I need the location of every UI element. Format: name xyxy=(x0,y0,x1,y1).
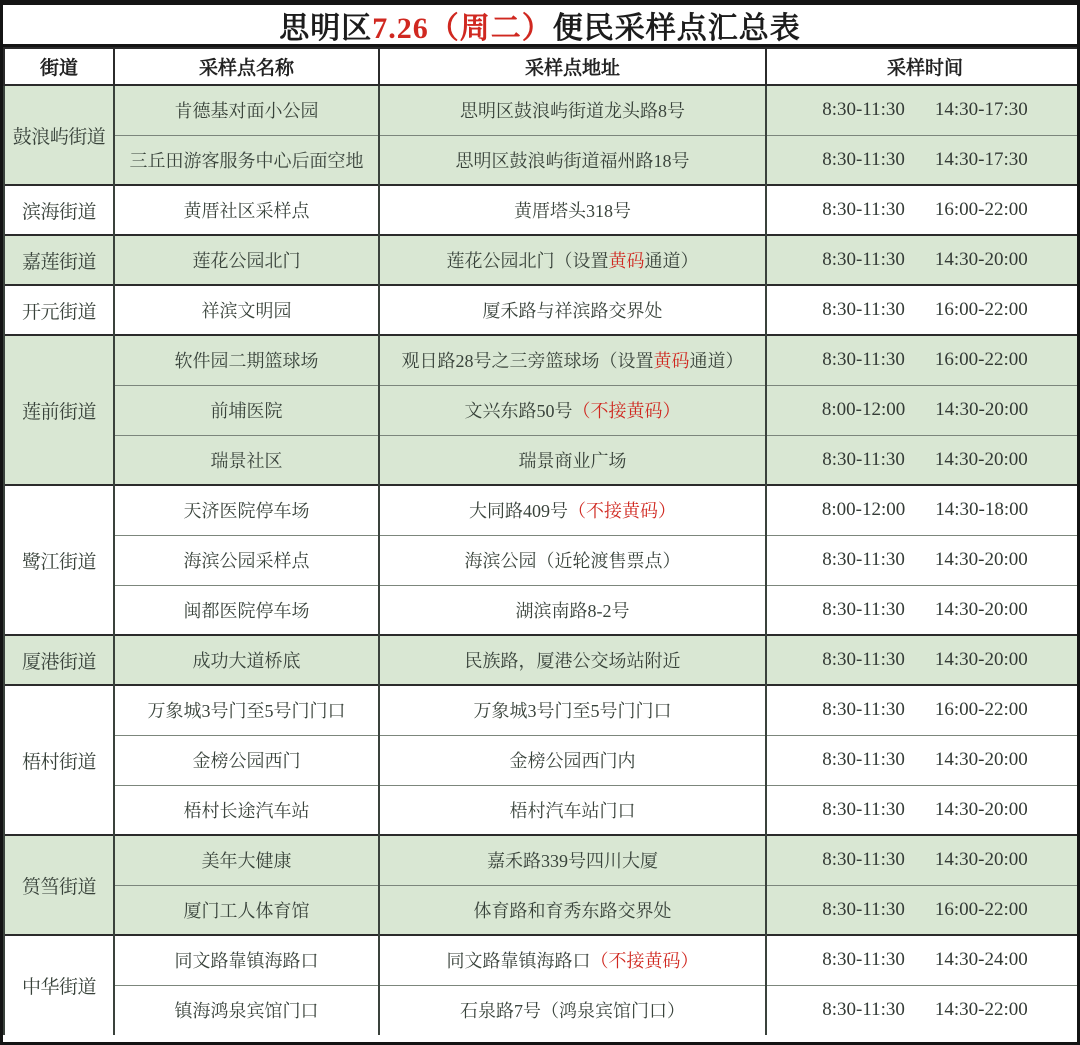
site-name-cell: 同文路靠镇海路口 xyxy=(114,935,379,985)
time-morning: 8:30-11:30 xyxy=(822,849,905,871)
time-morning: 8:30-11:30 xyxy=(822,598,905,620)
time-morning: 8:30-11:30 xyxy=(822,199,905,220)
page-title xyxy=(3,5,1077,47)
time-morning: 8:30-11:30 xyxy=(822,299,905,320)
time-afternoon: 16:00-22:00 xyxy=(934,299,1028,320)
table-row xyxy=(4,635,1080,685)
time-cell xyxy=(766,485,1080,535)
time-afternoon: 14:30-20:00 xyxy=(934,649,1028,670)
time-morning: 8:30-11:30 xyxy=(822,448,905,470)
street-cell: 滨海街道 xyxy=(4,185,114,235)
address-cell xyxy=(379,335,766,385)
table-row xyxy=(4,985,1080,1035)
address-text: 万象城3号门至5号门门口 xyxy=(473,701,672,722)
address-text: 金榜公园西门内 xyxy=(509,751,636,771)
table-row xyxy=(4,885,1080,935)
time-cell xyxy=(766,235,1080,285)
street-cell: 厦港街道 xyxy=(4,635,114,685)
site-name-cell: 三丘田游客服务中心后面空地 xyxy=(114,135,379,185)
address-cell xyxy=(379,185,766,235)
time-afternoon: 14:30-20:00 xyxy=(934,598,1028,620)
time-cell xyxy=(766,185,1080,235)
title-date: 7.26（周二） xyxy=(372,11,553,45)
street-cell: 鼓浪屿街道 xyxy=(4,85,114,185)
address-cell xyxy=(379,885,766,935)
time-morning: 8:30-11:30 xyxy=(822,148,905,170)
time-afternoon: 14:30-17:30 xyxy=(934,99,1028,121)
address-cell xyxy=(379,485,766,535)
address-text: 通道） xyxy=(689,351,744,372)
time-morning: 8:30-11:30 xyxy=(822,649,905,670)
street-cell: 梧村街道 xyxy=(4,685,114,835)
time-morning: 8:30-11:30 xyxy=(822,749,905,770)
time-morning: 8:30-11:30 xyxy=(822,798,905,820)
address-text: 黄厝塔头318号 xyxy=(514,201,631,221)
address-text: 思明区鼓浪屿街道龙头路8号 xyxy=(460,101,685,122)
time-afternoon: 14:30-20:00 xyxy=(934,849,1028,871)
time-cell xyxy=(766,85,1080,135)
header-row xyxy=(4,48,1080,85)
address-text: 嘉禾路339号四川大厦 xyxy=(487,851,658,872)
address-highlight: 黄码 xyxy=(608,251,645,271)
site-name-cell: 前埔医院 xyxy=(114,385,379,435)
header-cell-address: 采样点地址 xyxy=(379,48,766,85)
address-cell xyxy=(379,585,766,635)
time-morning: 8:30-11:30 xyxy=(822,949,905,971)
table-row xyxy=(4,835,1080,885)
table-row xyxy=(4,535,1080,585)
site-name-cell: 海滨公园采样点 xyxy=(114,535,379,585)
address-text: 大同路409号 xyxy=(469,501,568,522)
address-cell xyxy=(379,235,766,285)
header-cell-time: 采样时间 xyxy=(766,48,1080,85)
time-cell xyxy=(766,285,1080,335)
time-afternoon: 14:30-20:00 xyxy=(934,448,1028,470)
time-afternoon: 14:30-18:00 xyxy=(935,499,1029,521)
sampling-points-table xyxy=(3,47,1080,1035)
site-name-cell: 万象城3号门至5号门门口 xyxy=(114,685,379,735)
time-morning: 8:30-11:30 xyxy=(822,999,905,1021)
time-cell xyxy=(766,685,1080,735)
table-row xyxy=(4,285,1080,335)
site-name-cell: 天济医院停车场 xyxy=(114,485,379,535)
table-row xyxy=(4,685,1080,735)
street-cell: 筼筜街道 xyxy=(4,835,114,935)
title-suffix: 便民采样点汇总表 xyxy=(552,11,801,45)
street-cell: 中华街道 xyxy=(4,935,114,1035)
address-text: 海滨公园（近轮渡售票点） xyxy=(464,551,681,571)
address-cell xyxy=(379,735,766,785)
site-name-cell: 肯德基对面小公园 xyxy=(114,85,379,135)
title-prefix: 思明区 xyxy=(279,11,373,45)
time-cell xyxy=(766,735,1080,785)
table-row xyxy=(4,235,1080,285)
address-highlight: （不接黄码） xyxy=(572,401,681,421)
address-text: 体育路和育秀东路交界处 xyxy=(473,900,672,921)
table-row xyxy=(4,935,1080,985)
address-text: 同文路靠镇海路口 xyxy=(446,951,591,972)
address-cell xyxy=(379,435,766,485)
table-row xyxy=(4,135,1080,185)
time-afternoon: 14:30-20:00 xyxy=(934,549,1028,570)
time-morning: 8:00-12:00 xyxy=(821,499,906,521)
time-afternoon: 14:30-20:00 xyxy=(934,249,1028,270)
time-cell xyxy=(766,385,1080,435)
table-row xyxy=(4,435,1080,485)
address-cell xyxy=(379,985,766,1035)
address-cell xyxy=(379,385,766,435)
time-morning: 8:30-11:30 xyxy=(822,898,905,920)
address-text: 莲花公园北门（设置 xyxy=(446,251,609,271)
time-morning: 8:30-11:30 xyxy=(822,99,905,121)
time-cell xyxy=(766,635,1080,685)
time-morning: 8:30-11:30 xyxy=(822,549,905,570)
address-cell xyxy=(379,85,766,135)
address-text: 观日路28号之三旁篮球场（设置 xyxy=(401,351,654,372)
street-cell: 嘉莲街道 xyxy=(4,235,114,285)
address-text: 瑞景商业广场 xyxy=(518,450,627,471)
table-row xyxy=(4,85,1080,135)
address-cell xyxy=(379,135,766,185)
address-text: 石泉路7号（鸿泉宾馆门口） xyxy=(460,1001,685,1022)
site-name-cell: 莲花公园北门 xyxy=(114,235,379,285)
address-cell xyxy=(379,685,766,735)
table-row xyxy=(4,735,1080,785)
site-name-cell: 金榜公园西门 xyxy=(114,735,379,785)
header-cell-name: 采样点名称 xyxy=(114,48,379,85)
address-text: 思明区鼓浪屿街道福州路18号 xyxy=(455,150,690,171)
site-name-cell: 厦门工人体育馆 xyxy=(114,885,379,935)
time-afternoon: 14:30-22:00 xyxy=(934,999,1028,1021)
site-name-cell: 镇海鸿泉宾馆门口 xyxy=(114,985,379,1035)
time-morning: 8:30-11:30 xyxy=(822,249,905,270)
address-text: 民族路，厦港公交场站附近 xyxy=(464,651,681,671)
time-cell xyxy=(766,335,1080,385)
site-name-cell: 瑞景社区 xyxy=(114,435,379,485)
time-afternoon: 14:30-20:00 xyxy=(935,399,1029,420)
site-name-cell: 梧村长途汽车站 xyxy=(114,785,379,835)
site-name-cell: 软件园二期篮球场 xyxy=(114,335,379,385)
table-row xyxy=(4,485,1080,535)
table-row xyxy=(4,185,1080,235)
time-morning: 8:30-11:30 xyxy=(822,699,905,721)
site-name-cell: 祥滨文明园 xyxy=(114,285,379,335)
address-text: 湖滨南路8-2号 xyxy=(515,600,630,621)
time-afternoon: 14:30-24:00 xyxy=(934,949,1028,971)
address-cell xyxy=(379,935,766,985)
time-afternoon: 16:00-22:00 xyxy=(934,349,1028,371)
site-name-cell: 美年大健康 xyxy=(114,835,379,885)
street-cell: 开元街道 xyxy=(4,285,114,335)
time-cell xyxy=(766,535,1080,585)
time-afternoon: 14:30-17:30 xyxy=(934,148,1028,170)
time-cell xyxy=(766,935,1080,985)
time-cell xyxy=(766,585,1080,635)
time-afternoon: 16:00-22:00 xyxy=(934,898,1028,920)
address-highlight: （不接黄码） xyxy=(590,951,699,972)
site-name-cell: 成功大道桥底 xyxy=(114,635,379,685)
address-highlight: 黄码 xyxy=(653,351,690,372)
site-name-cell: 闽都医院停车场 xyxy=(114,585,379,635)
street-cell: 莲前街道 xyxy=(4,335,114,485)
address-cell xyxy=(379,635,766,685)
address-text: 通道） xyxy=(644,251,699,271)
time-morning: 8:30-11:30 xyxy=(822,349,905,371)
address-cell xyxy=(379,835,766,885)
time-cell xyxy=(766,885,1080,935)
table-row xyxy=(4,385,1080,435)
address-cell xyxy=(379,785,766,835)
address-text: 厦禾路与祥滨路交界处 xyxy=(482,301,663,321)
time-cell xyxy=(766,135,1080,185)
time-cell xyxy=(766,835,1080,885)
table-row xyxy=(4,785,1080,835)
time-cell xyxy=(766,985,1080,1035)
address-cell xyxy=(379,535,766,585)
table-row xyxy=(4,335,1080,385)
time-afternoon: 16:00-22:00 xyxy=(934,199,1028,220)
address-text: 文兴东路50号 xyxy=(464,401,573,421)
street-cell: 鹭江街道 xyxy=(4,485,114,635)
header-cell-street: 街道 xyxy=(4,48,114,85)
time-afternoon: 14:30-20:00 xyxy=(934,798,1028,820)
table-row xyxy=(4,585,1080,635)
time-afternoon: 16:00-22:00 xyxy=(934,699,1028,721)
address-cell xyxy=(379,285,766,335)
time-afternoon: 14:30-20:00 xyxy=(934,749,1028,770)
time-cell xyxy=(766,435,1080,485)
time-cell xyxy=(766,785,1080,835)
address-highlight: （不接黄码） xyxy=(568,501,676,522)
time-morning: 8:00-12:00 xyxy=(821,399,906,420)
address-text: 梧村汽车站门口 xyxy=(509,800,636,821)
site-name-cell: 黄厝社区采样点 xyxy=(114,185,379,235)
